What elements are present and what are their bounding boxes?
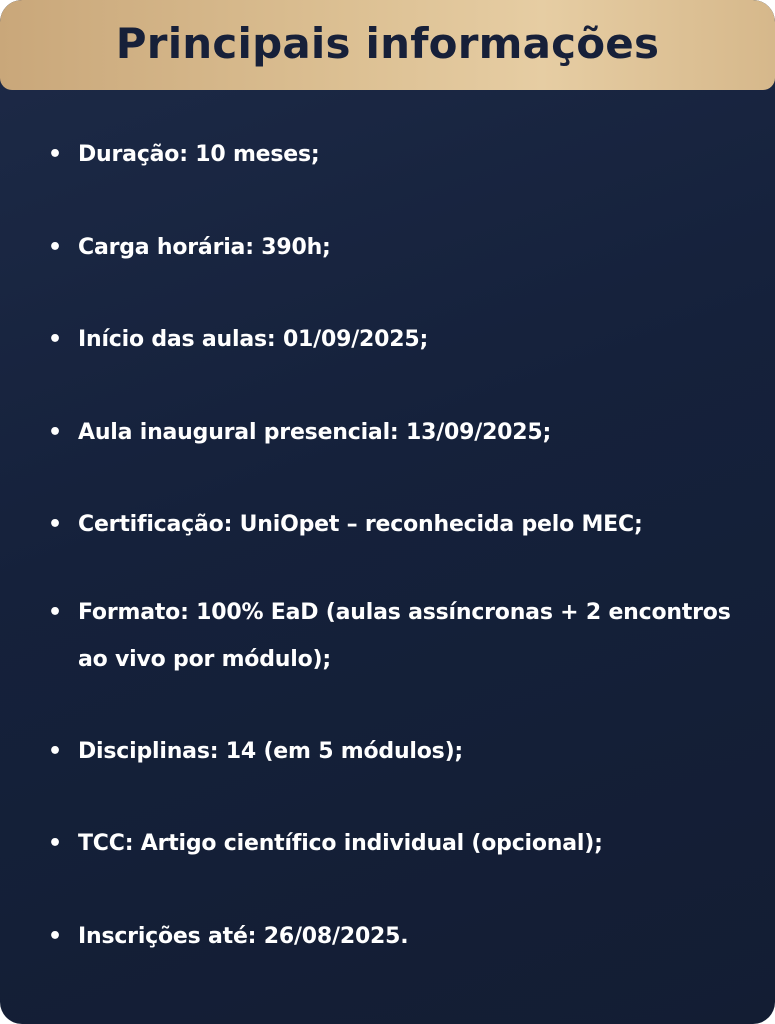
bullet-icon: •: [48, 600, 62, 625]
page-title: Principais informações: [115, 18, 660, 68]
info-item-formato: [48, 589, 748, 683]
info-item-text: Disciplinas: 14 (em 5 módulos);: [78, 739, 464, 764]
bullet-icon: •: [48, 924, 62, 949]
info-item-inscricoes: [48, 913, 748, 960]
info-item-text: TCC: Artigo científico individual (opcional);: [78, 831, 603, 856]
bullet-icon: •: [48, 512, 62, 537]
header-banner: [0, 0, 775, 90]
info-item-certificacao: [48, 501, 748, 548]
bullet-icon: •: [48, 831, 62, 856]
info-item-text: Certificação: UniOpet – reconhecida pelo MEC;: [78, 512, 643, 537]
bullet-icon: •: [48, 235, 62, 260]
info-item-text: Aula inaugural presencial: 13/09/2025;: [78, 420, 552, 445]
info-item-text: Duração: 10 meses;: [78, 142, 320, 167]
bullet-icon: •: [48, 327, 62, 352]
info-item-duracao: [48, 131, 748, 178]
info-item-aula-inaugural: [48, 409, 748, 456]
info-item-disciplinas: [48, 728, 748, 775]
info-item-tcc: [48, 820, 748, 867]
info-item-inicio-aulas: [48, 316, 748, 363]
bullet-icon: •: [48, 420, 62, 445]
info-item-text: Início das aulas: 01/09/2025;: [78, 327, 429, 352]
bullet-icon: •: [48, 739, 62, 764]
info-item-text: Inscrições até: 26/08/2025.: [78, 924, 409, 949]
info-item-text: Carga horária: 390h;: [78, 235, 331, 260]
info-item-carga-horaria: [48, 224, 748, 271]
bullet-icon: •: [48, 142, 62, 167]
info-item-text: Formato: 100% EaD (aulas assíncronas + 2 encontros ao vivo por módulo);: [78, 600, 731, 672]
